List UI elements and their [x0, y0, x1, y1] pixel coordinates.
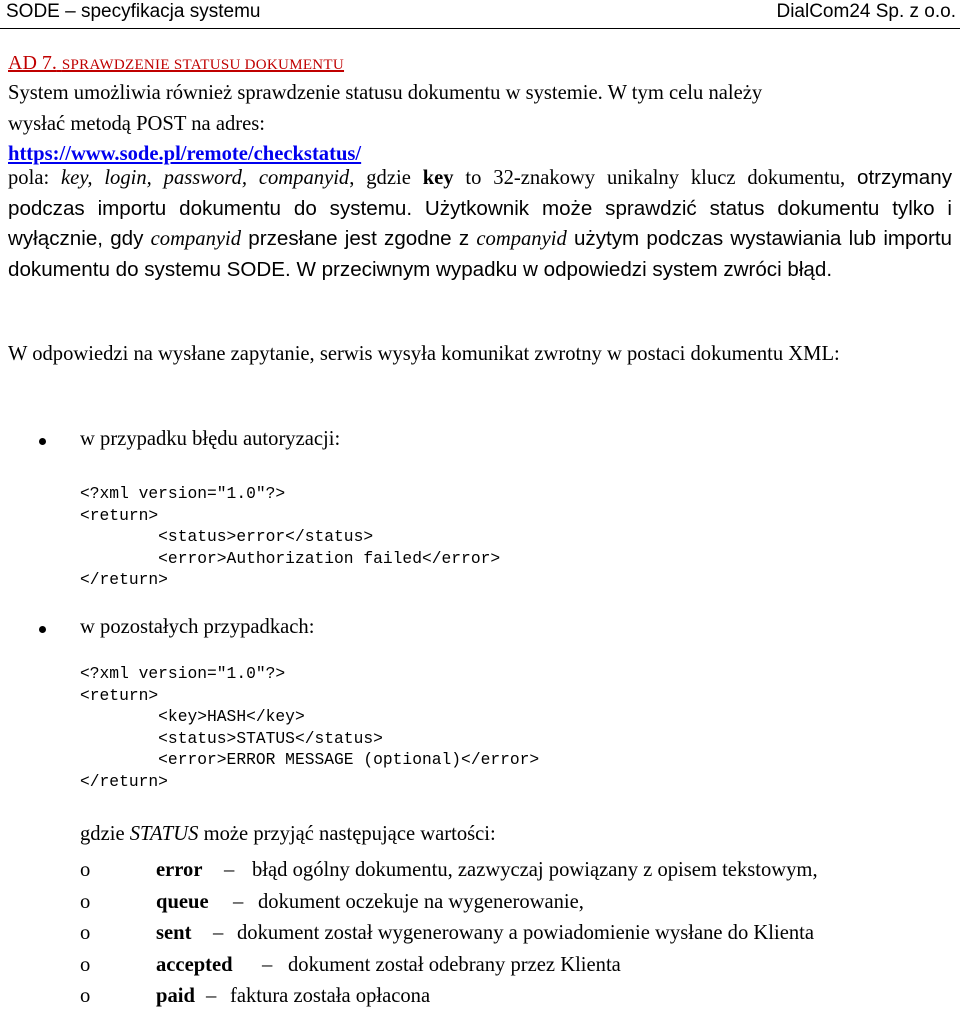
- response-paragraph: W odpowiedzi na wysłane zapytanie, serwis wysyła komunikat zwrotny w postaci dokumentu XML:: [8, 343, 840, 365]
- text-segment: to 32-znakowy unikalny klucz dokumentu,: [453, 167, 846, 189]
- field-names: key, login, password, companyid: [61, 167, 350, 189]
- text-segment: gdzie: [80, 823, 130, 845]
- bullet-other-cases: [80, 616, 314, 639]
- text-segment-sans: otrzymany podczas importu dokumentu do systemu.: [8, 166, 952, 220]
- text-segment-sans: Użytkownik może sprawdzić status dokumentu tylko i wyłącznie, gdy: [8, 196, 952, 250]
- bullet-icon: [39, 626, 46, 633]
- intro-paragraph: [8, 78, 952, 170]
- status-dash: –: [262, 953, 273, 976]
- header-title: SODE – specyfikacja systemu: [6, 1, 261, 22]
- section-number: AD 7.: [8, 52, 57, 74]
- checkstatus-url-link[interactable]: https://www.sode.pl/remote/checkstatus/: [8, 143, 362, 165]
- status-term: paid: [156, 985, 195, 1007]
- status-term: error: [156, 859, 203, 881]
- xml-success-example: <?xml version="1.0"?> <return> <key>HASH</key> <status>STATUS</status> <error>ERROR MESSAGE (optional)</error> </return>: [80, 664, 540, 791]
- bullet-label: w przypadku błędu autoryzacji:: [80, 428, 341, 450]
- text-segment-sans: użytym podczas wystawiania lub importu dokumentu do systemu SODE. W przeciwnym wypadku w odpowiedzi system zwróci błąd.: [8, 227, 952, 281]
- section-heading: [8, 52, 344, 75]
- bullet-icon: [39, 438, 46, 445]
- section-title: SPRAWDZENIE STATUSU DOKUMENTU: [61, 57, 345, 73]
- intro-line-2: wysłać metodą POST na adres:: [8, 112, 265, 135]
- status-description: dokument został odebrany przez Klienta: [288, 953, 621, 976]
- text-segment-sans: przesłane jest zgodne z: [241, 227, 477, 250]
- status-description: błąd ogólny dokumentu, zazwyczaj powiązany z opisem tekstowym,: [252, 859, 818, 881]
- companyid-term: companyid: [150, 228, 242, 250]
- status-description: faktura została opłacona: [230, 985, 431, 1007]
- status-term: sent: [156, 922, 192, 944]
- bullet-auth-error: [80, 428, 340, 451]
- list-marker: o: [80, 922, 91, 944]
- intro-line-1: System umożliwia również sprawdzenie statusu dokumentu w systemie. W tym celu należy: [8, 82, 763, 104]
- list-marker: o: [80, 890, 91, 913]
- text-segment: może przyjąć następujące wartości:: [198, 823, 496, 845]
- list-marker: o: [80, 985, 91, 1007]
- status-dash: –: [213, 922, 224, 944]
- list-marker: o: [80, 953, 91, 976]
- status-description: dokument oczekuje na wygenerowanie,: [258, 890, 584, 913]
- status-intro: [80, 823, 496, 846]
- text-segment: , gdzie: [349, 167, 423, 189]
- key-term: key: [422, 167, 454, 189]
- page-header: [0, 0, 960, 29]
- status-dash: –: [224, 859, 235, 881]
- status-term: accepted: [156, 953, 233, 976]
- status-term: STATUS: [129, 823, 199, 845]
- status-description: dokument został wygenerowany a powiadomienie wysłane do Klienta: [237, 922, 815, 944]
- fields-paragraph: [8, 163, 952, 285]
- companyid-term: companyid: [476, 228, 567, 250]
- xml-auth-error-example: <?xml version="1.0"?> <return> <status>error</status> <error>Authorization failed</error> </return>: [80, 484, 501, 590]
- status-term: queue: [156, 890, 209, 913]
- list-marker: o: [80, 859, 91, 881]
- header-company: DialCom24 Sp. z o.o.: [776, 1, 956, 22]
- bullet-label: w pozostałych przypadkach:: [80, 616, 315, 638]
- status-dash: –: [233, 890, 244, 913]
- fields-label: pola:: [8, 167, 62, 189]
- status-dash: –: [206, 985, 217, 1007]
